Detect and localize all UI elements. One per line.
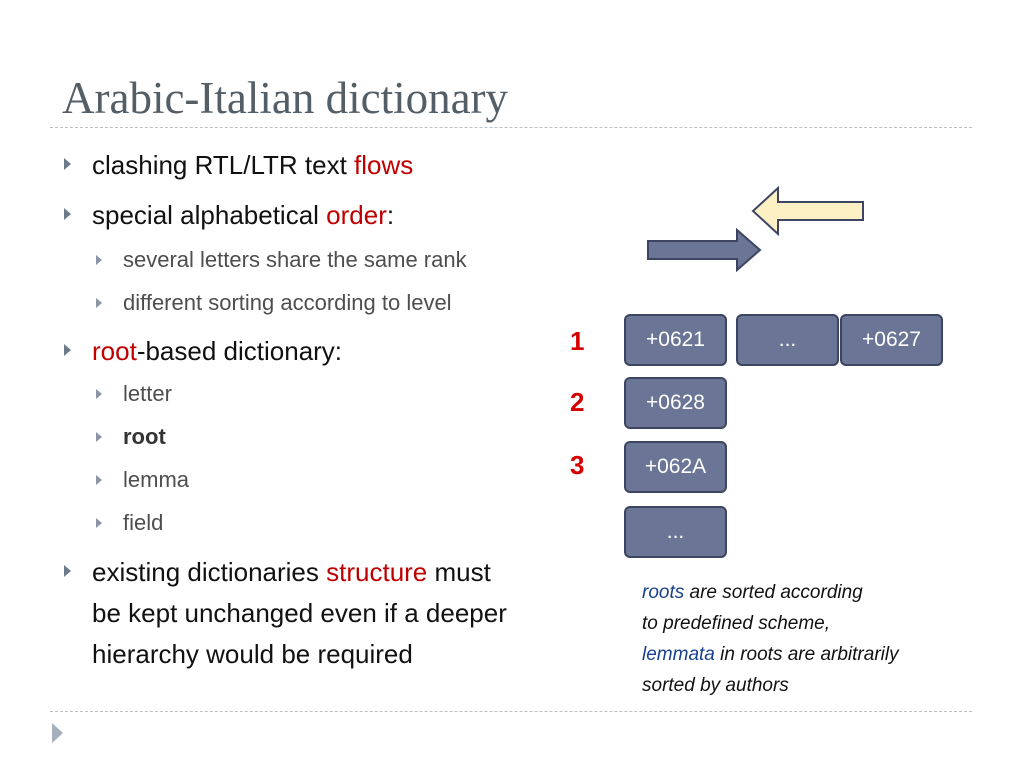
footer-divider xyxy=(50,711,972,712)
direction-arrows-diagram xyxy=(645,185,875,280)
bullet-text-suffix: : xyxy=(386,200,395,230)
level-number-2: 2 xyxy=(570,387,585,417)
triangle-bullet-icon xyxy=(96,255,102,265)
code-box-0628: +0628 xyxy=(624,377,727,429)
note-keyword-lemmata: lemmata xyxy=(642,644,715,665)
bullet-text-line3: hierarchy would be required xyxy=(92,639,413,669)
slide-title: Arabic-Italian dictionary xyxy=(62,73,509,123)
highlight-word: order xyxy=(326,200,387,230)
note-keyword-roots: roots xyxy=(642,582,685,603)
code-box-ellipsis-bottom: ... xyxy=(624,506,727,558)
code-box-ellipsis: ... xyxy=(736,314,839,366)
note-text: in roots are arbitrarily xyxy=(714,644,899,665)
play-triangle-icon xyxy=(52,723,63,743)
sub-bullet-text: root xyxy=(123,424,166,449)
title-divider xyxy=(50,127,972,128)
bullet-text: clashing RTL/LTR text xyxy=(92,150,355,180)
note-text: are sorted according xyxy=(684,582,863,603)
code-box-0627: +0627 xyxy=(840,314,943,366)
code-box-0621: +0621 xyxy=(624,314,727,366)
triangle-bullet-icon xyxy=(64,208,71,220)
triangle-bullet-icon xyxy=(96,389,102,399)
triangle-bullet-icon xyxy=(96,518,102,528)
triangle-bullet-icon xyxy=(64,565,71,577)
code-box-062a: +062A xyxy=(624,441,727,493)
level-number-1: 1 xyxy=(570,326,585,356)
note-text-line4: sorted by authors xyxy=(642,675,789,696)
sorting-note xyxy=(642,577,899,701)
bullet-text-suffix: must xyxy=(427,557,491,587)
sub-bullet-text: several letters share the same rank xyxy=(123,247,467,272)
triangle-bullet-icon xyxy=(64,344,71,356)
highlight-word: root xyxy=(92,336,137,366)
sub-bullet-text: field xyxy=(123,510,164,535)
bullet-text-line2: be kept unchanged even if a deeper xyxy=(92,598,507,628)
sub-bullet-text: letter xyxy=(123,381,172,406)
note-text-line2: to predefined scheme, xyxy=(642,613,831,634)
arrow-right-ltr-icon xyxy=(648,230,760,270)
highlight-word: structure xyxy=(326,557,428,587)
bullet-text: -based dictionary: xyxy=(136,336,343,366)
sub-bullet-text: lemma xyxy=(123,467,190,492)
sub-bullet-text: different sorting according to level xyxy=(123,290,452,315)
level-number-3: 3 xyxy=(570,450,585,480)
triangle-bullet-icon xyxy=(96,298,102,308)
bullet-text: existing dictionaries xyxy=(92,557,327,587)
arrow-left-rtl-icon xyxy=(753,188,863,234)
triangle-bullet-icon xyxy=(96,475,102,485)
triangle-bullet-icon xyxy=(96,432,102,442)
bullet-text: special alphabetical xyxy=(92,200,327,230)
triangle-bullet-icon xyxy=(64,158,71,170)
highlight-word: flows xyxy=(354,150,414,180)
